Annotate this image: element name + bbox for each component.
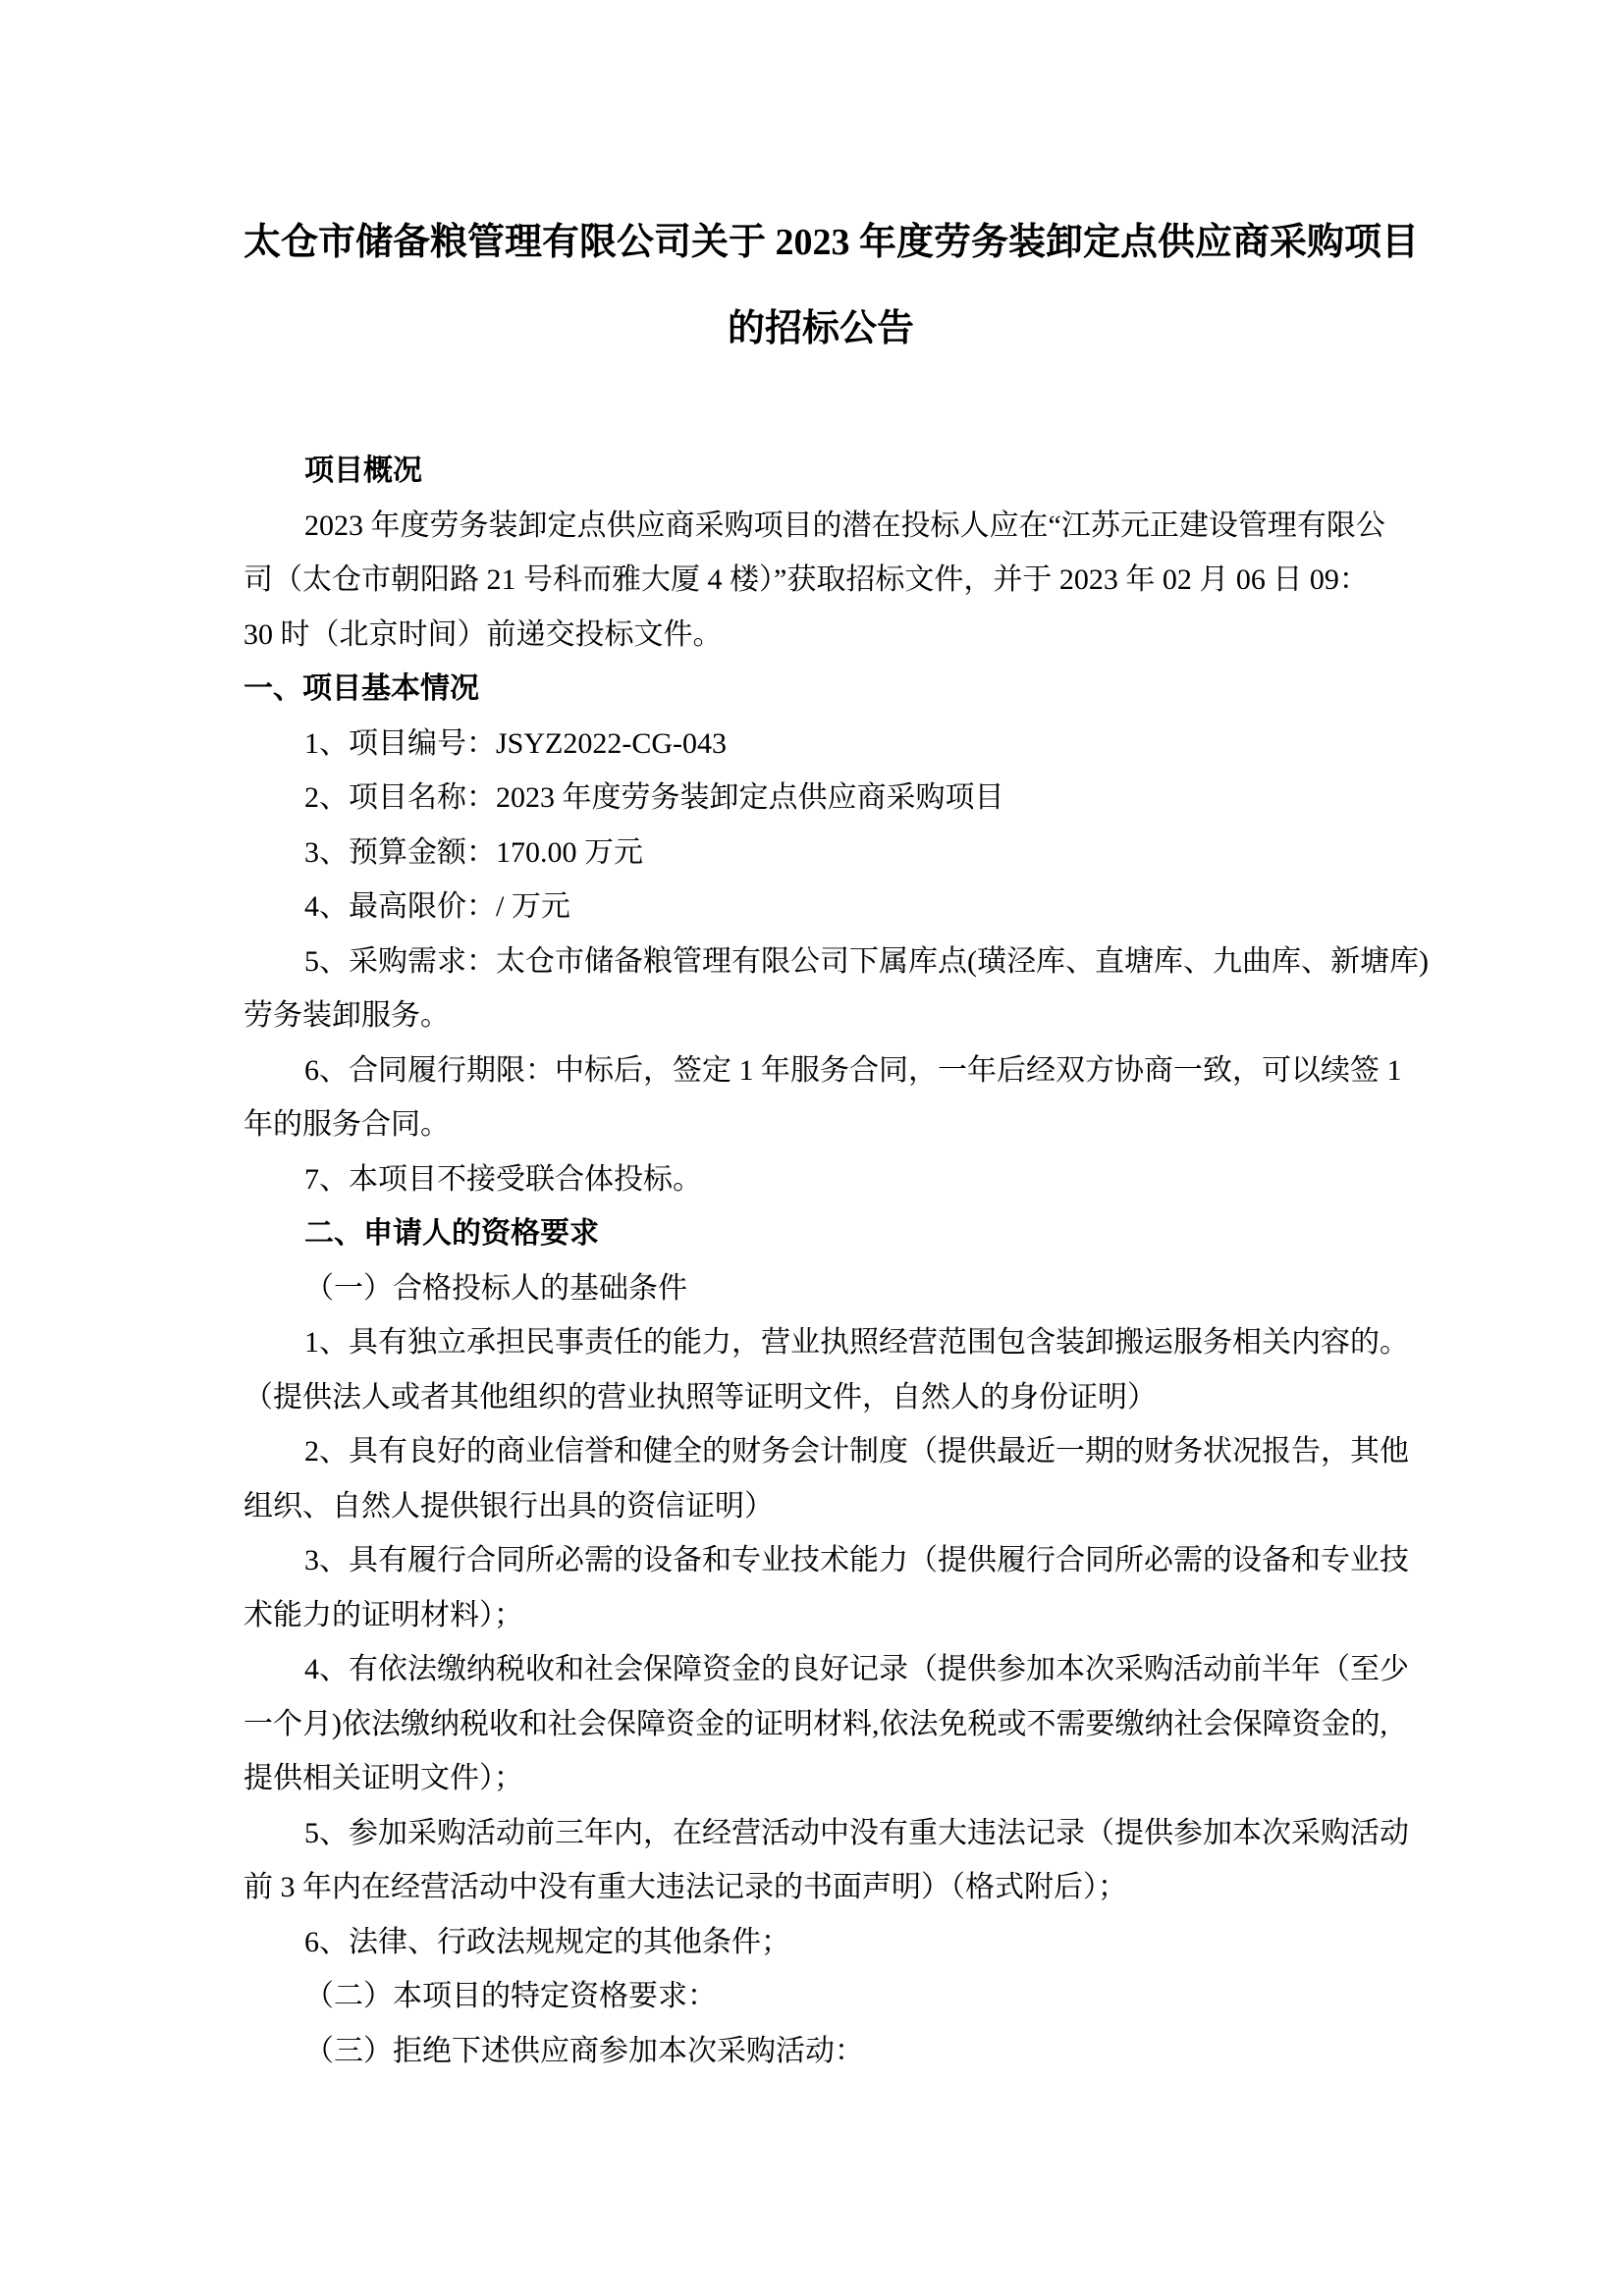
- document-line: （三）拒绝下述供应商参加本次采购活动：: [304, 2034, 864, 2067]
- document-line: 6、合同履行期限：中标后，签定 1 年服务合同，一年后经双方协商一致，可以续签 1: [304, 1053, 1402, 1087]
- document-line: （一）合格投标人的基础条件: [304, 1271, 687, 1305]
- title-line-2: 的招标公告: [727, 308, 914, 349]
- document-line: 3、具有履行合同所必需的设备和专业技术能力（提供履行合同所必需的设备和专业技: [304, 1544, 1409, 1576]
- document-line: 年的服务合同。: [244, 1108, 450, 1141]
- document-line: 2、项目名称：2023 年度劳务装卸定点供应商采购项目: [304, 781, 1004, 814]
- document-line: 一个月)依法缴纳税收和社会保障资金的证明材料,依法免税或不需要缴纳社会保障资金的,: [244, 1707, 1387, 1740]
- title-line-1: 太仓市储备粮管理有限公司关于 2023 年度劳务装卸定点供应商采购项目: [244, 222, 1420, 263]
- document-line: 1、项目编号：JSYZ2022-CG-043: [304, 726, 728, 760]
- document-line: 项目概况: [304, 454, 422, 487]
- document-line: 6、法律、行政法规规定的其他条件；: [304, 1925, 790, 1958]
- document-content: [244, 0, 1429, 2078]
- document-line: 劳务装卸服务。: [244, 999, 450, 1032]
- document-line: 前 3 年内在经营活动中没有重大违法记录的书面声明）（格式附后）；: [244, 1871, 1127, 1903]
- document-line: 司（太仓市朝阳路 21 号科而雅大厦 4 楼）”获取招标文件，并于 2023 年 02 月 06 日 09：: [244, 563, 1369, 596]
- document-line: 30 时（北京时间）前递交投标文件。: [244, 617, 723, 651]
- document-line: （二）本项目的特定资格要求：: [304, 1980, 717, 2012]
- document-line: 二、申请人的资格要求: [304, 1217, 599, 1250]
- document-line: 组织、自然人提供银行出具的资信证明）: [244, 1489, 774, 1522]
- document-line: 5、参加采购活动前三年内，在经营活动中没有重大违法记录（提供参加本次采购活动: [304, 1816, 1409, 1849]
- document-line: 4、最高限价：/ 万元: [304, 890, 570, 923]
- document-line: （提供法人或者其他组织的营业执照等证明文件，自然人的身份证明）: [244, 1380, 1157, 1414]
- document-line: 1、具有独立承担民事责任的能力，营业执照经营范围包含装卸搬运服务相关内容的。: [304, 1326, 1409, 1359]
- document-body: [244, 444, 1429, 2078]
- document-line: 2023 年度劳务装卸定点供应商采购项目的潜在投标人应在“江苏元正建设管理有限公: [304, 508, 1385, 542]
- document-line: 术能力的证明材料）；: [244, 1598, 523, 1631]
- document-line: 4、有依法缴纳税收和社会保障资金的良好记录（提供参加本次采购活动前半年（至少: [304, 1653, 1409, 1685]
- document-line: 7、本项目不接受联合体投标。: [304, 1162, 702, 1196]
- document-line: 提供相关证明文件）；: [244, 1762, 523, 1794]
- document-line: 5、采购需求：太仓市储备粮管理有限公司下属库点(璜泾库、直塘库、九曲库、新塘库): [304, 944, 1429, 978]
- document-line: 3、预算金额：170.00 万元: [304, 835, 643, 869]
- document-line: 2、具有良好的商业信誉和健全的财务会计制度（提供最近一期的财务状况报告，其他: [304, 1435, 1409, 1468]
- document-title: [244, 199, 1420, 372]
- document-line: 一、项目基本情况: [244, 672, 479, 705]
